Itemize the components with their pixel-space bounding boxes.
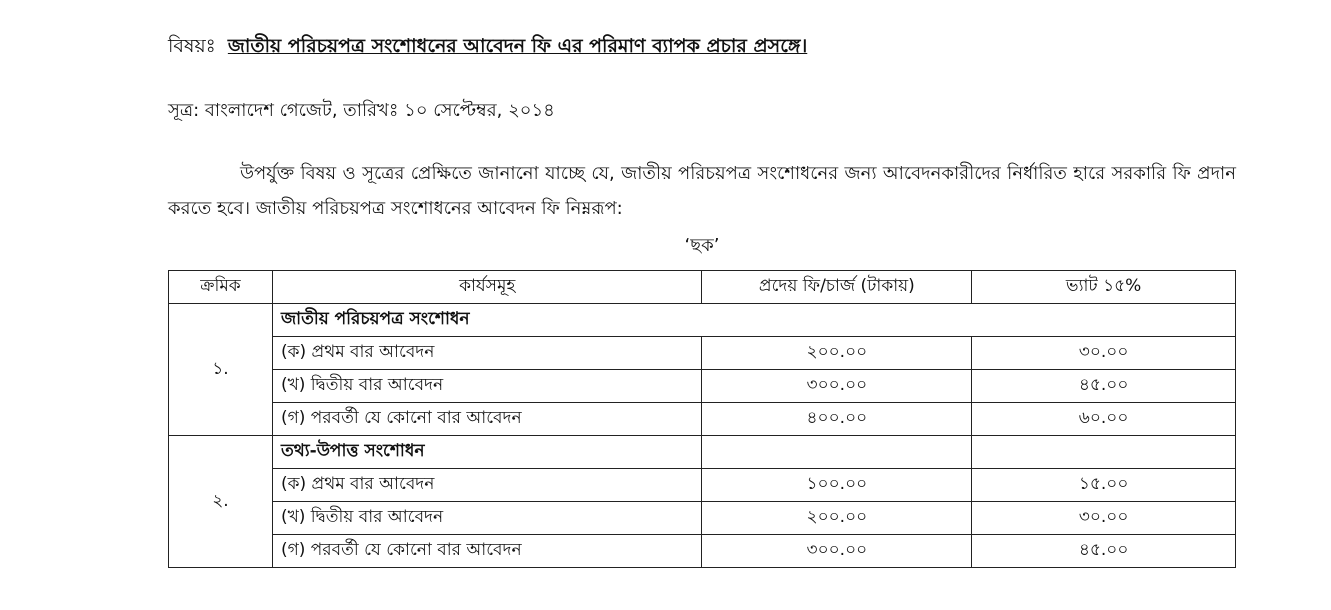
serial-cell: ২. (169, 436, 273, 568)
fee-cell: ১০০.০০ (702, 469, 972, 502)
table-row (169, 403, 1236, 436)
header-serial: ক্রমিক (169, 271, 273, 304)
table-caption: ‘ছক’ (684, 235, 720, 256)
task-cell: (ক) প্রথম বার আবেদন (272, 337, 702, 370)
vat-cell: ৪৫.০০ (972, 535, 1236, 568)
group-title: তথ্য-উপাত্ত সংশোধন (272, 436, 702, 469)
task-cell: (ক) প্রথম বার আবেদন (272, 469, 702, 502)
reference-line: সূত্র: বাংলাদেশ গেজেট, তারিখঃ ১০ সেপ্টেম্বর, ২০১৪ (168, 100, 555, 121)
table-row (169, 469, 1236, 502)
subject-text: জাতীয় পরিচয়পত্র সংশোধনের আবেদন ফি এর পরিমাণ ব্যাপক প্রচার প্রসঙ্গে। (227, 35, 808, 57)
table-row (169, 535, 1236, 568)
table-row (169, 370, 1236, 403)
header-vat: ভ্যাট ১৫% (972, 271, 1236, 304)
body-paragraph: উপর্যুক্ত বিষয় ও সূত্রের প্রেক্ষিতে জানানো যাচ্ছে যে, জাতীয় পরিচয়পত্র সংশোধনের জন্য আবেদনকারীদের নির্ধারিত হারে সরকারি ফি প্রদান করতে হবে। জাতীয় পরিচয়পত্র সংশোধনের আবেদন ফি নিম্নরূপ: (168, 163, 1236, 219)
table-row (169, 436, 1236, 469)
vat-cell: ১৫.০০ (972, 469, 1236, 502)
subject-line (168, 32, 807, 64)
fee-cell: ৪০০.০০ (702, 403, 972, 436)
task-cell: (গ) পরবর্তী যে কোনো বার আবেদন (272, 535, 702, 568)
task-cell: (গ) পরবর্তী যে কোনো বার আবেদন (272, 403, 702, 436)
fee-cell: ৩০০.০০ (702, 370, 972, 403)
table-row (169, 502, 1236, 535)
fee-cell: ৩০০.০০ (702, 535, 972, 568)
vat-cell: ৩০.০০ (972, 502, 1236, 535)
empty-cell (702, 436, 972, 469)
group-title: জাতীয় পরিচয়পত্র সংশোধন (272, 304, 1235, 337)
task-cell: (খ) দ্বিতীয় বার আবেদন (272, 502, 702, 535)
vat-cell: ৩০.০০ (972, 337, 1236, 370)
empty-cell (972, 436, 1236, 469)
vat-cell: ৪৫.০০ (972, 370, 1236, 403)
header-tasks: কার্যসমূহ (272, 271, 702, 304)
fee-cell: ২০০.০০ (702, 337, 972, 370)
fee-cell: ২০০.০০ (702, 502, 972, 535)
subject-label: বিষয়ঃ (168, 35, 216, 57)
task-cell: (খ) দ্বিতীয় বার আবেদন (272, 370, 702, 403)
serial-cell: ১. (169, 304, 273, 436)
header-fee: প্রদেয় ফি/চার্জ (টাকায়) (702, 271, 972, 304)
fee-table (168, 270, 1236, 568)
vat-cell: ৬০.০০ (972, 403, 1236, 436)
table-row (169, 337, 1236, 370)
table-row (169, 304, 1236, 337)
table-header-row (169, 271, 1236, 304)
